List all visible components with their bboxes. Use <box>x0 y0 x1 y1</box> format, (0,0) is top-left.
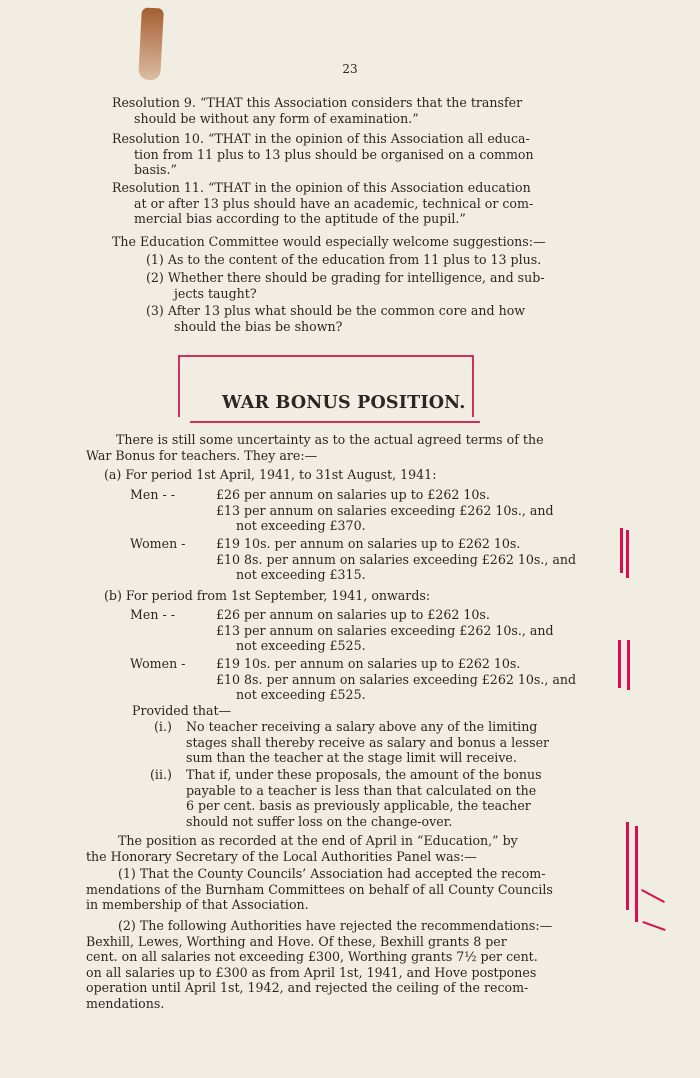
suggestion-text: After 13 plus what should be the common core and how <box>167 303 526 318</box>
resolution-text: tion from 11 plus to 13 plus should be organised on a common <box>134 146 534 162</box>
men-rates-a <box>216 487 554 534</box>
section-heading: WAR BONUS POSITION. <box>222 393 466 413</box>
men-label: Men - - <box>130 607 175 622</box>
resolution-text: basis.” <box>134 162 177 177</box>
women-rates-a <box>216 536 576 583</box>
proviso-line: stages shall thereby receive as salary and bonus a lesser <box>186 734 550 750</box>
resolution-text: should be without any form of examination.” <box>134 110 419 126</box>
women-rates-b <box>216 656 576 703</box>
rate-line: £19 10s. per annum on salaries up to £262 10s. <box>216 536 521 551</box>
resolution-10 <box>112 131 534 178</box>
suggestion-text: As to the content of the education from 11 plus to 13 plus. <box>167 252 542 267</box>
proviso-number: (i.) <box>154 719 172 734</box>
rate-line: £19 10s. per annum on salaries up to £262 10s. <box>216 656 521 671</box>
suggestion-2 <box>146 270 545 301</box>
rate-line: not exceeding £525. <box>236 687 366 702</box>
rate-line: not exceeding £370. <box>236 518 366 533</box>
resolution-title: Resolution 11. <box>112 180 204 195</box>
resolution-text: “THAT this Association considers that the transfer <box>199 95 523 110</box>
heading-pen-underline <box>190 421 480 423</box>
resolution-11 <box>112 180 533 227</box>
pen-mark <box>642 921 665 931</box>
point-line: operation until April 1st, 1942, and rejected the ceiling of the recom- <box>86 980 529 995</box>
proviso-ii <box>186 767 542 829</box>
point-line: (1) That the County Councils’ Association had accepted the recom- <box>118 866 546 881</box>
point-2 <box>86 918 552 1011</box>
pen-mark <box>626 822 629 910</box>
proviso-line: No teacher receiving a salary above any of the limiting <box>186 719 538 734</box>
intro-line: There is still some uncertainty as to the actual agreed terms of the <box>116 432 544 447</box>
resolution-text: mercial bias according to the aptitude of the pupil.” <box>134 211 466 226</box>
suggestion-number: (1) <box>146 252 164 267</box>
women-label: Women - <box>130 536 186 551</box>
period-a: (a) For period 1st April, 1941, to 31st August, 1941: <box>104 467 437 482</box>
point-1 <box>86 866 553 913</box>
point-line: Bexhill, Lewes, Worthing and Hove. Of these, Bexhill grants 8 per <box>86 933 507 949</box>
rate-line: £13 per annum on salaries exceeding £262 10s., and <box>216 502 554 518</box>
rate-line: £26 per annum on salaries up to £262 10s. <box>216 607 490 622</box>
proviso-line: should not suffer loss on the change-over. <box>186 813 453 829</box>
suggestion-number: (3) <box>146 303 164 318</box>
proviso-i <box>186 719 549 766</box>
point-line: in membership of that Association. <box>86 897 309 912</box>
proviso-line: 6 per cent. basis as previously applicable, the teacher <box>186 798 531 813</box>
suggestion-text: should the bias be shown? <box>174 318 343 334</box>
suggestions-intro: The Education Committee would especially welcome suggestions:— <box>112 234 546 249</box>
pen-mark <box>627 640 630 690</box>
rate-line: £10 8s. per annum on salaries exceeding £262 10s., and <box>216 551 577 567</box>
resolution-text: at or after 13 plus should have an academic, technical or com- <box>134 195 534 211</box>
proviso-number: (ii.) <box>150 767 172 782</box>
point-line: cent. on all salaries not exceeding £300, Worthing grants 7½ per cent. <box>86 949 538 964</box>
women-label: Women - <box>130 656 186 671</box>
proviso-line: That if, under these proposals, the amount of the bonus <box>186 767 542 782</box>
point-line: mendations. <box>86 995 165 1011</box>
intro-paragraph <box>86 432 544 463</box>
page-number: 23 <box>342 62 358 76</box>
pen-mark <box>618 640 621 688</box>
provided-heading: Provided that— <box>132 703 232 718</box>
suggestion-text: Whether there should be grading for intelligence, and sub- <box>167 270 545 285</box>
point-line: on all salaries up to £300 as from April 1st, 1941, and Hove postpones <box>86 964 537 980</box>
point-line: mendations of the Burnham Committees on behalf of all County Councils <box>86 881 553 897</box>
resolution-text: “THAT in the opinion of this Association education <box>207 180 531 195</box>
resolution-9 <box>112 95 522 126</box>
pen-mark <box>626 530 629 578</box>
position-line: the Honorary Secretary of the Local Authorities Panel was:— <box>86 848 477 864</box>
period-b: (b) For period from 1st September, 1941, onwards: <box>104 588 431 603</box>
rate-line: £26 per annum on salaries up to £262 10s. <box>216 487 490 502</box>
pen-mark <box>635 826 638 922</box>
men-rates-b <box>216 607 554 654</box>
suggestion-text: jects taught? <box>174 285 257 301</box>
men-label: Men - - <box>130 487 175 502</box>
position-line: The position as recorded at the end of April in “Education,” by <box>118 833 518 848</box>
resolution-title: Resolution 9. <box>112 95 196 110</box>
pen-mark <box>641 889 665 903</box>
rate-line: £13 per annum on salaries exceeding £262 10s., and <box>216 622 554 638</box>
rate-line: £10 8s. per annum on salaries exceeding £262 10s., and <box>216 671 577 687</box>
resolution-text: “THAT in the opinion of this Association all educa- <box>207 131 530 146</box>
resolution-title: Resolution 10. <box>112 131 204 146</box>
proviso-line: payable to a teacher is less than that calculated on the <box>186 782 537 798</box>
pen-mark <box>620 528 623 573</box>
rate-line: not exceeding £525. <box>236 638 366 653</box>
position-paragraph <box>86 833 518 864</box>
point-line: (2) The following Authorities have rejected the recommendations:— <box>118 918 553 933</box>
suggestion-1 <box>146 252 541 268</box>
suggestion-3 <box>146 303 525 334</box>
proviso-line: sum than the teacher at the stage limit will receive. <box>186 750 517 765</box>
suggestion-number: (2) <box>146 270 164 285</box>
rate-line: not exceeding £315. <box>236 567 366 582</box>
intro-line: War Bonus for teachers. They are:— <box>86 447 318 463</box>
